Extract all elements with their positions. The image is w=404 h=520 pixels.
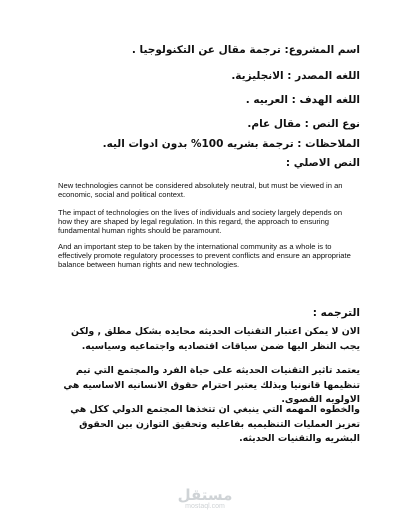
translation-paragraph-1: الان لا يمكن اعتبار التقنيات الحديثه محايده بشكل مطلق , ولكن يجب النظر اليها ضمن سياقات اقتصاديه واجتماعيه وسياسيه. bbox=[71, 326, 360, 352]
target-language-value: العربيه . bbox=[245, 94, 288, 106]
translation-paragraph-2: يعتمد تاثير التقنيات الحديثه على حياة الفرد والمجتمع التي تيم تنظيمها قانونيا وبذلك يعتبر احترام حقوق الانسانيه الاساسيه هي الاولويه القصوى. bbox=[63, 365, 360, 405]
text-type-label: نوع النص bbox=[312, 118, 360, 130]
original-paragraph-1: New technologies cannot be considered absolutely neutral, but must be viewed in an economic, social and political context. bbox=[58, 181, 343, 200]
original-text-heading: النص الاصلي : bbox=[285, 157, 360, 169]
text-type-value: مقال عام. bbox=[247, 118, 301, 130]
original-paragraph-2: The impact of technologies on the lives of individuals and society largely depends on how they are shaped by legal regulation. In this regard, the approach to ensuring fundamental human rights should be paramount. bbox=[58, 208, 343, 236]
project-line: اسم المشروع: ترجمة مقال عن التكنولوجيا . bbox=[131, 44, 360, 56]
notes-value: ترجمة بشريه 100% بدون ادوات اليه. bbox=[102, 138, 294, 150]
notes-line: الملاحظات : ترجمة بشريه 100% بدون ادوات اليه. bbox=[102, 138, 360, 150]
translation-paragraph-3: والخطوه المهمه التي ينبغي ان تتخذها المجتمع الدولي ككل هي تعزيز العمليات التنظيميه بفاعليه وتحقيق التوازن بين الحقوق البشريه والتقنيات الحديثه. bbox=[70, 404, 360, 444]
notes-label: الملاحظات bbox=[305, 138, 360, 150]
source-language-label: اللغه المصدر bbox=[295, 70, 360, 82]
text-type-line: نوع النص : مقال عام. bbox=[247, 118, 360, 130]
original-paragraph-3: And an important step to be taken by the international community as a whole is to effectively promote regulatory processes to prevent conflicts and ensure an appropriate balance between human rights and new technologies. bbox=[58, 242, 351, 270]
project-label: اسم المشروع bbox=[288, 44, 360, 56]
project-value: ترجمة مقال عن التكنولوجيا . bbox=[131, 44, 281, 56]
mostaql-watermark-logo bbox=[155, 487, 255, 511]
source-language-line: اللغه المصدر : الانجليزية. bbox=[231, 70, 360, 82]
watermark-brand-url: mostaql.com bbox=[185, 503, 225, 510]
source-language-value: الانجليزية. bbox=[231, 70, 284, 82]
translation-heading: الترجمه : bbox=[312, 307, 360, 319]
watermark-brand-arabic: مستقل bbox=[177, 486, 233, 504]
target-language-label: اللغه الهدف bbox=[299, 94, 360, 106]
target-language-line: اللغه الهدف : العربيه . bbox=[245, 94, 360, 106]
